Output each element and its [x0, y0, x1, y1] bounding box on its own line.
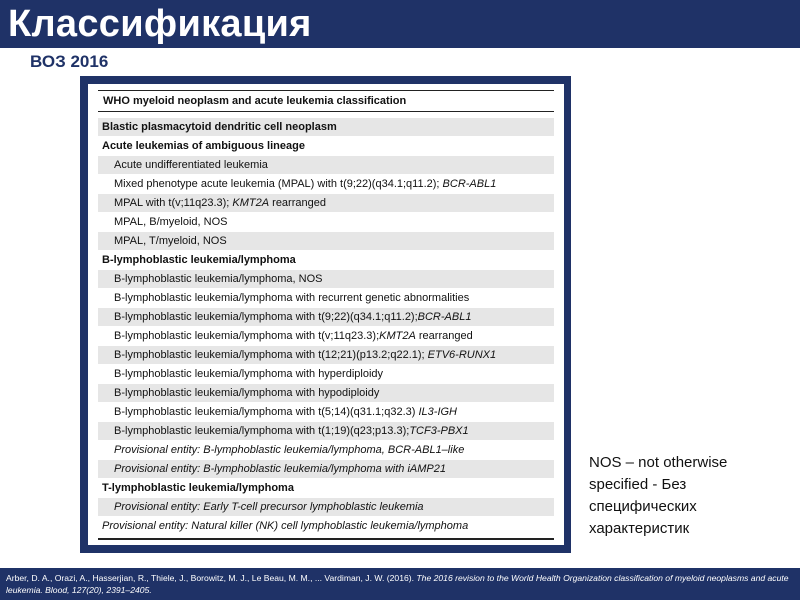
row-suffix: rearranged: [415, 330, 473, 342]
row-text: B-lymphoblastic leukemia/lymphoma with t(12;21)(p13.2;q22.1);: [114, 349, 428, 361]
row-text: B-lymphoblastic leukemia/lymphoma with t(1;19)(q23;p13.3);: [114, 425, 410, 437]
slide-title: Классификация: [8, 3, 312, 45]
table-row: [98, 232, 554, 251]
row-text: Provisional entity: B-lymphoblastic leukemia/lymphoma with iAMP21: [114, 463, 446, 475]
classification-table: [88, 84, 564, 545]
table-row: [98, 441, 554, 460]
table-row: [98, 327, 554, 346]
row-text: B-lymphoblastic leukemia/lymphoma: [102, 254, 296, 266]
table-row: [98, 289, 554, 308]
citation-journal: The 2016 revision to the World Health Organization classification of myeloid neoplasms and acute leukemia. Blood, 127(20), 2391–2405.: [6, 573, 789, 595]
row-text: Acute undifferentiated leukemia: [114, 159, 268, 171]
table-header: WHO myeloid neoplasm and acute leukemia classification: [98, 90, 554, 112]
table-row: [98, 517, 554, 536]
row-text: B-lymphoblastic leukemia/lymphoma with t(9;22)(q34.1;q11.2);: [114, 311, 418, 323]
title-bar: [0, 0, 800, 48]
table-frame: [80, 76, 571, 553]
citation-authors: Arber, D. A., Orazi, A., Hasserjian, R., Thiele, J., Borowitz, M. J., Le Beau, M. M., ... Vardiman, J. W. (2016).: [6, 573, 417, 583]
row-text: MPAL, T/myeloid, NOS: [114, 235, 227, 247]
table-row: [98, 460, 554, 479]
table-row: [98, 403, 554, 422]
table-row: [98, 479, 554, 498]
table-row: [98, 384, 554, 403]
table-row: [98, 346, 554, 365]
row-gene: IL3-IGH: [418, 406, 457, 418]
table-row: [98, 365, 554, 384]
row-text: Provisional entity: B-lymphoblastic leukemia/lymphoma, BCR-ABL1–like: [114, 444, 465, 456]
table-row: [98, 118, 554, 137]
row-gene: BCR-ABL1: [417, 311, 472, 323]
row-text: Provisional entity: Natural killer (NK) cell lymphoblastic leukemia/lymphoma: [102, 520, 469, 532]
row-suffix: rearranged: [269, 197, 326, 209]
table-row: [98, 137, 554, 156]
table-row: [98, 175, 554, 194]
row-text: Acute leukemias of ambiguous lineage: [102, 140, 305, 152]
table-bottom-rule: [98, 538, 554, 540]
row-text: T-lymphoblastic leukemia/lymphoma: [102, 482, 294, 494]
row-gene: KMT2A: [232, 197, 270, 209]
nos-note: NOS – not otherwise specified - Без специфических характеристик: [589, 454, 728, 537]
row-text: B-lymphoblastic leukemia/lymphoma with t(5;14)(q31.1;q32.3): [114, 406, 419, 418]
table-row: [98, 194, 554, 213]
table-rows: [98, 118, 554, 540]
row-text: Blastic plasmacytoid dendritic cell neoplasm: [102, 121, 337, 133]
table-row: [98, 213, 554, 232]
row-text: Mixed phenotype acute leukemia (MPAL) with t(9;22)(q34.1;q11.2);: [114, 178, 443, 190]
row-text: B-lymphoblastic leukemia/lymphoma with t(v;11q23.3);: [114, 330, 380, 342]
row-gene: BCR-ABL1: [442, 178, 497, 190]
citation: [0, 568, 800, 600]
table-row: [98, 422, 554, 441]
row-gene: TCF3-PBX1: [409, 425, 469, 437]
row-text: B-lymphoblastic leukemia/lymphoma with recurrent genetic abnormalities: [114, 292, 470, 304]
table-row: [98, 156, 554, 175]
table-row: [98, 251, 554, 270]
row-text: B-lymphoblastic leukemia/lymphoma with hypodiploidy: [114, 387, 380, 399]
table-row: [98, 498, 554, 517]
row-text: Provisional entity: Early T-cell precursor lymphoblastic leukemia: [114, 501, 424, 513]
row-text: MPAL, B/myeloid, NOS: [114, 216, 228, 228]
row-text: B-lymphoblastic leukemia/lymphoma, NOS: [114, 273, 323, 285]
row-gene: KMT2A: [379, 330, 416, 342]
table-row: [98, 308, 554, 327]
row-text: MPAL with t(v;11q23.3);: [114, 197, 233, 209]
row-text: B-lymphoblastic leukemia/lymphoma with hyperdiploidy: [114, 368, 384, 380]
table-row: [98, 270, 554, 289]
row-gene: ETV6-RUNX1: [427, 349, 497, 361]
slide-subtitle: ВОЗ 2016: [30, 52, 109, 71]
